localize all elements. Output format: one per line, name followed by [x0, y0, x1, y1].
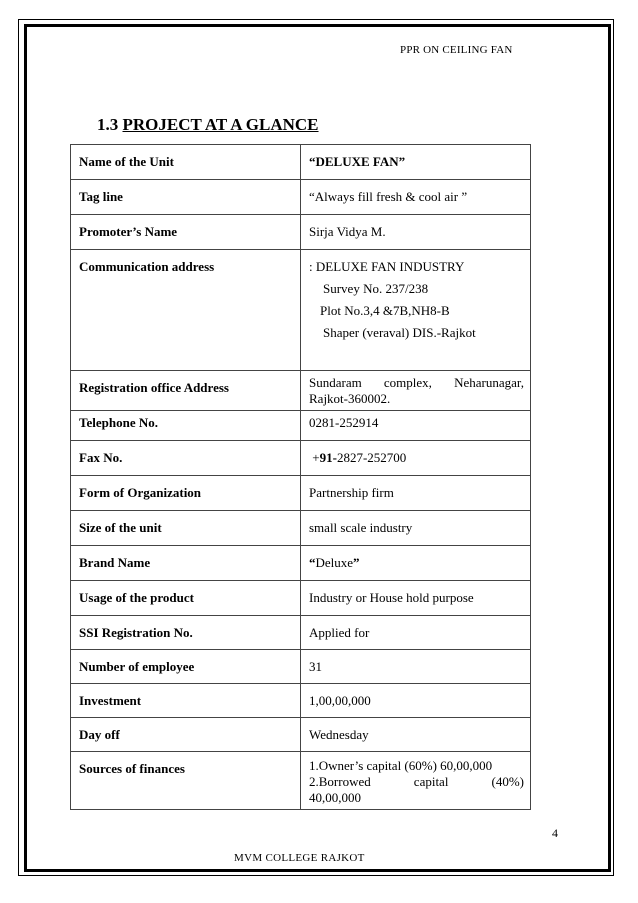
page-footer: MVM COLLEGE RAJKOT: [234, 852, 365, 864]
address-line: Shaper (veraval) DIS.-Rajkot: [323, 325, 476, 340]
table-row: [71, 371, 531, 411]
project-glance-table: [70, 144, 531, 810]
row-value: small scale industry: [301, 511, 531, 546]
row-value: Sundaram complex, Neharunagar, Rajkot-360002.: [301, 371, 531, 411]
row-value: [301, 546, 531, 581]
brand-close-quote: ”: [353, 555, 360, 570]
table-row: [71, 718, 531, 752]
table-row: [71, 511, 531, 546]
table-row: [71, 752, 531, 810]
row-label: Brand Name: [71, 546, 301, 581]
table-row: [71, 546, 531, 581]
table-row: [71, 650, 531, 684]
address-line: : DELUXE FAN INDUSTRY: [309, 259, 465, 274]
address-line: Survey No. 237/238: [323, 281, 429, 296]
table-row: [71, 250, 531, 371]
row-label: Number of employee: [71, 650, 301, 684]
section-number: 1.3: [97, 115, 119, 134]
page-number: 4: [552, 826, 558, 840]
finance-line-borrowed: [309, 774, 524, 790]
row-label: Fax No.: [71, 441, 301, 476]
row-label: Form of Organization: [71, 476, 301, 511]
row-value: Industry or House hold purpose: [301, 581, 531, 616]
row-value: Sirja Vidya M.: [301, 215, 531, 250]
finance-capital-word: capital: [413, 774, 449, 789]
row-value: Wednesday: [301, 718, 531, 752]
row-label: Usage of the product: [71, 581, 301, 616]
table-row: [71, 616, 531, 650]
row-label: Size of the unit: [71, 511, 301, 546]
table-row: [71, 411, 531, 441]
brand-open-quote: “: [309, 555, 316, 570]
fax-prefix: +: [312, 450, 320, 465]
row-value: [301, 752, 531, 810]
finance-borrowed-word: 2.Borrowed: [309, 774, 371, 789]
row-label: SSI Registration No.: [71, 616, 301, 650]
row-value: “Always fill fresh & cool air ”: [301, 180, 531, 215]
row-value: [301, 441, 531, 476]
row-value: Partnership firm: [301, 476, 531, 511]
section-heading: PROJECT AT A GLANCE: [122, 115, 319, 134]
brand-name: Deluxe: [315, 555, 354, 570]
unit-name-value: “DELUXE FAN”: [309, 154, 406, 169]
row-label: Tag line: [71, 180, 301, 215]
row-label: Communication address: [71, 250, 301, 371]
address-line: Plot No.3,4 &7B,NH8-B: [320, 303, 450, 318]
row-label: Promoter’s Name: [71, 215, 301, 250]
table-row: [71, 145, 531, 180]
table-row: [71, 215, 531, 250]
page-header: PPR ON CEILING FAN: [400, 44, 513, 56]
row-value: [301, 250, 531, 371]
row-label: Registration office Address: [71, 371, 301, 411]
row-value: 31: [301, 650, 531, 684]
table-row: [71, 441, 531, 476]
finance-percent: (40%): [491, 774, 524, 789]
row-label: Day off: [71, 718, 301, 752]
fax-number: 2827-252700: [336, 450, 407, 465]
fax-country-code: 91-: [319, 450, 337, 465]
row-label: Sources of finances: [71, 752, 301, 810]
finance-line-owner: 1.Owner’s capital (60%) 60,00,000: [309, 758, 493, 773]
row-value: [301, 145, 531, 180]
row-label: Telephone No.: [71, 411, 301, 441]
finance-line-amount: 40,00,000: [309, 790, 361, 805]
row-value: Applied for: [301, 616, 531, 650]
row-label: Name of the Unit: [71, 145, 301, 180]
table-row: [71, 684, 531, 718]
table-row: [71, 581, 531, 616]
row-value: 1,00,00,000: [301, 684, 531, 718]
row-value: 0281-252914: [301, 411, 531, 441]
section-title: [97, 115, 319, 135]
table-row: [71, 476, 531, 511]
row-label: Investment: [71, 684, 301, 718]
table-row: [71, 180, 531, 215]
